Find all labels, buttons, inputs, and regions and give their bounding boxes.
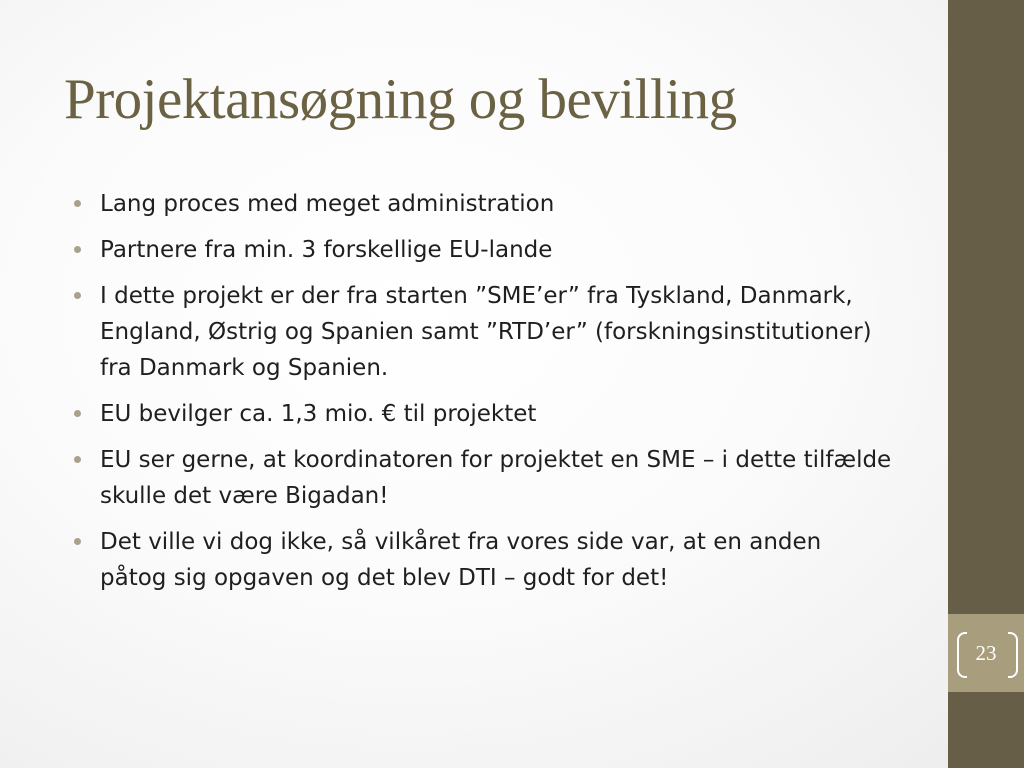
bullet-dot-icon bbox=[74, 456, 81, 463]
page-number-box bbox=[948, 614, 1024, 692]
bullet-text: EU ser gerne, at koordinatoren for projektet en SME – i dette tilfælde skulle det være Bigadan! bbox=[100, 447, 892, 509]
bullet-text: I dette projekt er der fra starten ”SME’er” fra Tyskland, Danmark, England, Østrig og Spanien samt ”RTD’er” (forskningsinstitutioner) fra Danmark og Spanien. bbox=[100, 283, 872, 381]
slide-title: Projektansøgning og bevilling bbox=[64, 68, 737, 131]
bullet-list bbox=[72, 186, 892, 606]
bullet-item bbox=[72, 232, 892, 268]
bullet-item bbox=[72, 442, 892, 514]
bullet-text: Lang proces med meget administration bbox=[100, 191, 555, 217]
bullet-dot-icon bbox=[74, 200, 81, 207]
bullet-dot-icon bbox=[74, 538, 81, 545]
bullet-text: EU bevilger ca. 1,3 mio. € til projektet bbox=[100, 401, 537, 427]
bullet-item bbox=[72, 396, 892, 432]
page-number: 23 bbox=[975, 641, 997, 665]
bullet-text: Partnere fra min. 3 forskellige EU-lande bbox=[100, 237, 553, 263]
bullet-item bbox=[72, 278, 892, 386]
bullet-text: Det ville vi dog ikke, så vilkåret fra vores side var, at en anden påtog sig opgaven og det blev DTI – godt for det! bbox=[100, 529, 822, 591]
bullet-dot-icon bbox=[74, 410, 81, 417]
bullet-dot-icon bbox=[74, 246, 81, 253]
bullet-item bbox=[72, 524, 892, 596]
right-bracket-icon bbox=[1008, 632, 1018, 678]
bullet-dot-icon bbox=[74, 292, 81, 299]
bullet-item bbox=[72, 186, 892, 222]
